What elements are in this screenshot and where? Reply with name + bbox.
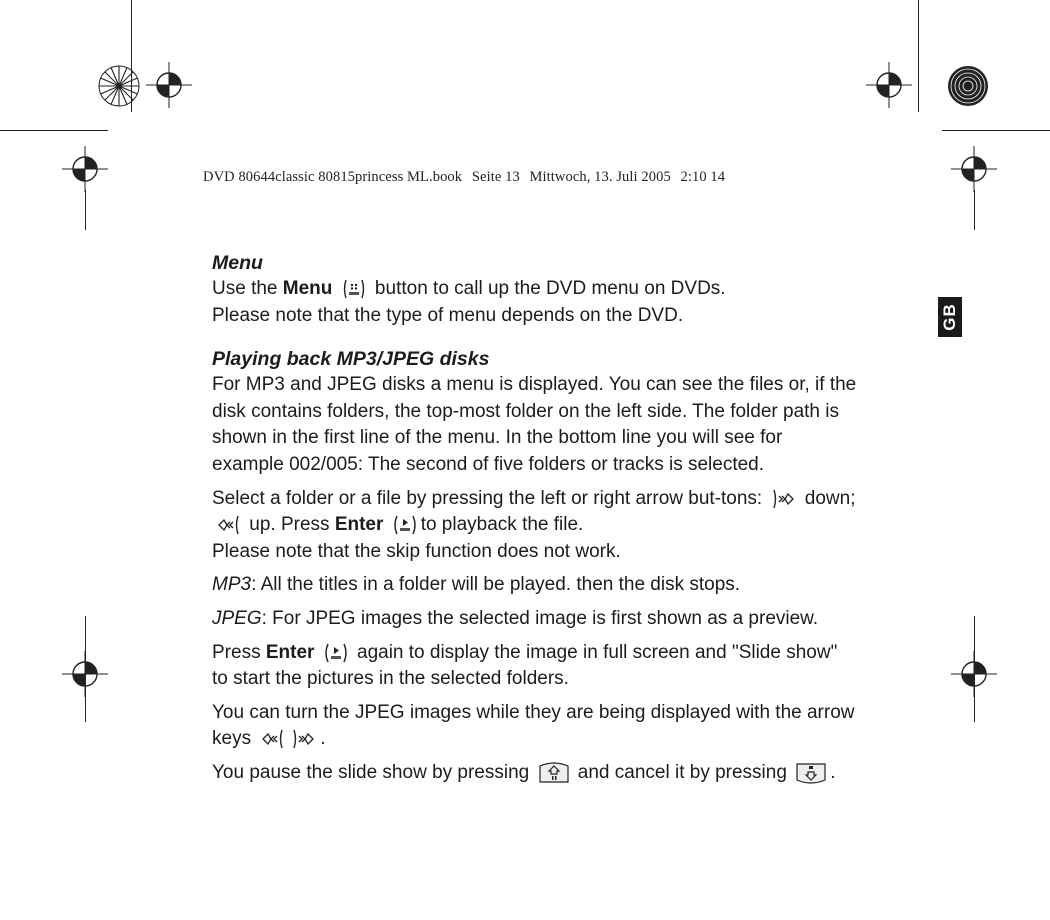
text-run: and cancel it by pressing — [572, 761, 793, 783]
registration-starburst-left — [97, 64, 141, 108]
paragraph — [212, 606, 857, 633]
keyword-enter: Enter — [265, 641, 315, 663]
paragraph — [212, 276, 857, 303]
page-body — [212, 250, 857, 794]
paragraph — [212, 486, 857, 566]
text-run: . — [320, 728, 326, 750]
header-book: DVD 80644classic 80815princess ML.book — [203, 169, 463, 185]
paragraph — [212, 700, 857, 753]
text-run: : All the titles in a folder will be played. then the disk stops. — [251, 574, 741, 596]
skip-forward-icon — [291, 728, 317, 748]
paragraph — [212, 760, 857, 787]
crop-line — [974, 616, 975, 722]
text-run: You pause the slide show by pressing — [212, 761, 535, 783]
keyword-menu: Menu — [282, 278, 333, 299]
crosshair-upper-right — [951, 146, 997, 192]
text-run: up. Press — [244, 514, 335, 536]
text-run: again to display the image in full screen and "Slide show" to start the pictures in the selected folders. — [212, 641, 838, 690]
enter-play-icon — [392, 514, 418, 534]
pause-up-icon — [538, 762, 570, 782]
language-tab — [938, 297, 962, 337]
crop-line — [131, 0, 132, 112]
paragraph — [212, 572, 857, 599]
section-heading-mp3-jpeg: Playing back MP3/JPEG disks — [212, 348, 490, 371]
text-run: down; — [799, 487, 856, 509]
crosshair-top-left — [146, 62, 192, 108]
text-run: : For JPEG images the selected image is first shown as a preview. — [261, 607, 819, 629]
skip-back-icon — [215, 514, 241, 534]
paragraph — [212, 640, 857, 693]
text-run: to playback the file. — [420, 514, 584, 536]
text-run: For MP3 and JPEG disks a menu is displayed. You can see the files or, if the disk contains folders, the top-most folder on the left side. The folder path is shown in the first line of the menu. In the bottom line you will see for example — [212, 374, 857, 475]
crop-line — [0, 130, 108, 131]
crosshair-upper-left — [62, 146, 108, 192]
skip-back-icon — [259, 728, 285, 748]
crop-line — [85, 190, 86, 230]
example-code: 002/005 — [289, 453, 358, 475]
label-jpeg: JPEG — [212, 607, 262, 629]
crop-line — [974, 190, 975, 230]
text-run: Use the — [212, 278, 283, 299]
paragraph — [212, 372, 857, 478]
crop-line — [918, 0, 919, 112]
crop-line — [942, 130, 1050, 131]
text-run: You can turn the JPEG images while they are being displayed with the arrow keys — [212, 701, 855, 750]
registration-circle-right — [946, 64, 990, 108]
print-header — [203, 169, 731, 186]
header-date: Mittwoch, 13. Juli 2005 — [529, 169, 671, 185]
menu-button-icon — [341, 278, 367, 298]
language-tab-label: GB — [940, 303, 959, 331]
text-run: . — [830, 761, 836, 783]
text-run: Press — [212, 641, 266, 663]
crosshair-top-right — [866, 62, 912, 108]
paragraph: Please note that the type of menu depends on the DVD. — [212, 304, 684, 326]
text-run: : The second of five folders or tracks is selected. — [357, 453, 765, 475]
skip-forward-icon — [771, 488, 797, 508]
text-run: button to call up the DVD menu on DVDs. — [369, 278, 726, 299]
stop-down-icon — [795, 762, 827, 782]
keyword-enter: Enter — [334, 514, 384, 536]
label-mp3: MP3 — [212, 574, 252, 596]
text-run: Please note that the skip function does not work. — [212, 540, 621, 562]
header-page: Seite 13 — [471, 169, 520, 185]
text-run: Select a folder or a file by pressing the left or right arrow but-tons: — [212, 487, 768, 509]
section-heading-menu: Menu — [212, 252, 263, 274]
header-time: 2:10 14 — [680, 169, 726, 185]
crop-line — [85, 616, 86, 722]
enter-play-icon — [323, 642, 349, 662]
